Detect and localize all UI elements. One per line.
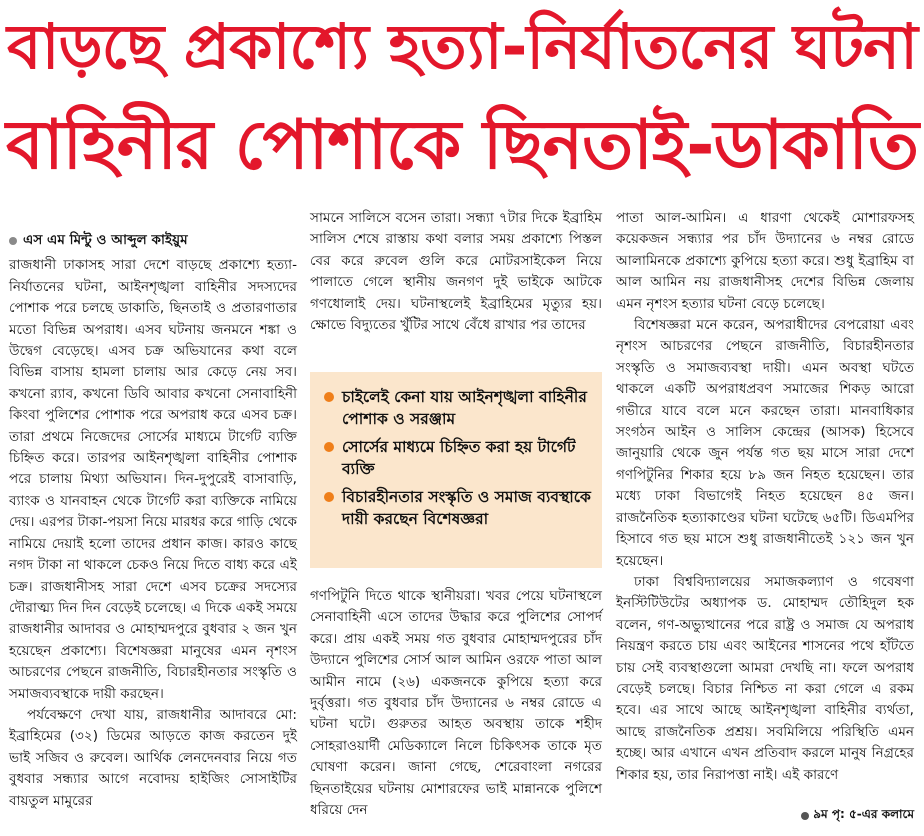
bullet-dot-icon: [324, 492, 334, 502]
highlight-text: চাইলেই কেনা যায় আইনশৃঙ্খলা বাহিনীর পোশাক ও সরঞ্জাম: [342, 388, 587, 428]
paragraph: সামনে সালিসে বসেন তারা। সন্ধ্যা ৭টার দিকে ইব্রাহিম সালিস শেষে রাস্তায় কথা বলার সময় প্রকাশ্যে পিস্তল বের করে রুবেল গুলি করে মোটরসাইকেল নিয়ে পালাতে গেলে স্থানীয় জনগণ দুই ভাইকে আটকে গণধোলাই দেয়। ঘটনাস্থলেই ইব্রাহিমের মৃত্যুর হয়। ক্ষোভে বিদ্যুতের খুঁটির সাথে বেঁধে রাখার পর তাদের: [310, 210, 602, 334]
article-column-2: [310, 208, 602, 336]
bullet-dot-icon: [324, 392, 334, 402]
highlight-text: সোর্সের মাধ্যমে চিহ্নিত করা হয় টার্গেট ব্যক্তি: [342, 438, 576, 478]
byline: [9, 230, 297, 251]
highlight-box: [310, 372, 602, 568]
highlight-item: [320, 436, 592, 480]
article-column-1: [9, 208, 297, 812]
headline-line-2: বাহিনীর পোশাকে ছিনতাই-ডাকাতি: [6, 106, 918, 185]
bullet-dot-icon: [9, 237, 17, 245]
byline-text: এস এম মিন্টু ও আব্দুল কাইয়ুম: [23, 232, 188, 248]
headline-line-1: বাড়ছে প্রকাশ্যে হত্যা-নির্যাতনের ঘটনা: [6, 10, 918, 83]
highlight-item: [320, 486, 592, 530]
paragraph: পাতা আল-আমিন। এ ধারণা থেকেই মোশারফসহ কয়েকজন সন্ধ্যার পর চাঁদ উদ্যানের ৬ নম্বর রোডে আলামিনকে প্রকাশ্যে কুপিয়ে হত্যা করে। শুধু ইব্রাহিম বা আল আমিন নয় রাজধানীসহ দেশের বিভিন্ন জেলায় এমন নৃশংস হত্যার ঘটনা বেড়ে চলেছে।: [616, 210, 914, 312]
bullet-dot-icon: [324, 442, 334, 452]
highlight-text: বিচারহীনতার সংস্কৃতি ও সমাজ ব্যবস্থাকে দায়ী করছেন বিশেষজ্ঞরা: [342, 488, 591, 528]
paragraph: বিশেষজ্ঞরা মনে করেন, অপরাধীদের বেপরোয়া এবং নৃশংস আচরণের পেছনে রাজনীতি, বিচারহীনতার সংস্কৃতি ও সমাজব্যবস্থা দায়ী। এমন অবস্থা ঘটতে থাকলে একটি অপরাধপ্রবণ সমাজের শিকড় আরো গভীরে যাবে বলে মনে করছেন তারা। মানবাধিকার সংগঠন আইন ও সালিস কেন্দ্রের (আসক) হিসেবে জানুয়ারি থেকে জুন পর্যন্ত গত ছয় মাসে সারা দেশে গণপিটুনির শিকার হয়ে ৮৯ জন নিহত হয়েছেন। তার মধ্যে ঢাকা বিভাগেই নিহত হয়েছেন ৪৫ জন। রাজনৈতিক হত্যাকাণ্ডের ঘটনা ঘটেছে ৬৫টি। ডিএমপির হিসাবে গত ছয় মাসে শুধু রাজধানীতেই ১২১ জন খুন হয়েছেন।: [616, 317, 914, 569]
article-column-2-lower: [310, 586, 602, 821]
paragraph: পর্যবেক্ষণে দেখা যায়, রাজধানীর আদাবরে মো: ইব্রাহিমের (৩২) ডিমের আড়তে কাজ করতেন দুই ভাই সজিব ও রুবেল। আর্থিক লেনদেনবার নিয়ে গত বুধবার সন্ধ্যার আগে নবোদয় হাইজিং সোসাইটির বায়তুল মামুরের: [9, 706, 297, 809]
continued-jump-link[interactable]: [801, 806, 914, 826]
bullet-dot-icon: [801, 812, 809, 820]
paragraph: রাজধানী ঢাকাসহ সারা দেশে বাড়ছে প্রকাশ্যে হত্যা-নির্যাতনের ঘটনা, আইনশৃঙ্খলা বাহিনীর সদস্যদের পোশাক পরে চলছে ডাকাতি, ছিনতাই ও প্রতারণাতার মতো বিভিন্ন অপরাধ। এসব ঘটনায় জনমনে শঙ্কা ও উদ্বেগ বেড়েছে। এসব চক্র অভিযানের কথা বলে বিভিন্ন বাসায় হামলা চালায় আর কেড়ে নেয় সব। কখনো র‍্যাব, কখনো ডিবি আবার কখনো সেনাবাহিনী কিংবা পুলিশের পোশাক পরে অপরাধ করে এসব চক্র। তারা প্রথমে নিজেদের সোর্সের মাধ্যমে টার্গেট ব্যক্তি চিহ্নিত করে। তারপর আইনশৃঙ্খলা বাহিনীর পোশাক পরে চালায় মিথ্যা অভিযান। দিন-দুপুরেই বাসাবাড়ি, ব্যাংক ও যানবাহন থেকে টার্গেট করা ব্যক্তিকে নামিয়ে দেয়। এরপর টাকা-পয়সা নিয়ে মারধর করে গাড়ি থেকে নামিয়ে দেয়াই হলো তাদের প্রধান কাজ। কারও কাছে নগদ টাকা না থাকলে চেকও নিয়ে দিতে বাধ্য করে এই চক্র। রাজধানীসহ সারা দেশে এসব চক্রের সদস্যের দৌরাত্ম্য দিন দিন বেড়েই চলেছে। এ দিকে একই সময়ে রাজধানীর আদাবর ও মোহাম্মদপুরে বুধবার ২ জন খুন হয়েছেন প্রকাশ্যে। বিশেষজ্ঞরা মানুষের এমন নৃশংস আচরণের পেছনে রাজনীতি, বিচারহীনতার সংস্কৃতি ও সমাজব্যবস্থাকে দায়ী করছেন।: [9, 257, 297, 702]
highlight-item: [320, 386, 592, 430]
paragraph: গণপিটুনি দিতে থাকে স্থানীয়রা। খবর পেয়ে ঘটনাস্থলে সেনাবাহিনী এসে তাদের উদ্ধার করে পুলিশের সোপর্দ করে। প্রায় একই সময় গত বুধবার মোহাম্মদপুরের চাঁদ উদ্যানে পুলিশের সোর্স আল আমিন ওরফে পাতা আল আমীন নামে (২৬) একজনকে কুপিয়ে হত্যা করে দুর্বৃত্তরা। গত বুধবার চাঁদ উদ্যানের ৬ নম্বর রোডে এ ঘটনা ঘটে। গুরুতর আহত অবস্থায় তাকে শহীদ সোহরাওয়ার্দী মেডিক্যালে নিলে চিকিৎসক তাকে মৃত ঘোষণা করেন। জানা গেছে, শেরেবাংলা নগরের ছিনতাইয়ের ঘটনায় মোশারফের ভাই মান্নানকে পুলিশে ধরিয়ে দেন: [310, 588, 602, 819]
jump-text: ৯ম পৃ: ৫-এর কলামে: [813, 807, 914, 821]
paragraph: ঢাকা বিশ্ববিদ্যালয়ের সমাজকল্যাণ ও গবেষণা ইনস্টিটিউটের অধ্যাপক ড. মোহাম্মদ তৌহিদুল হক বলেন, গণ-অভ্যুত্থানের পরে রাষ্ট্র ও সমাজ যে অপরাধ নিয়ন্ত্রণ করতে চায় এবং আইনের শাসনের পথে হাঁটতে চায় সেই ব্যবস্থাগুলো আমরা দেখছি না। ফলে অপরাধ বেড়েই চলছে। বিচার নিশ্চিত না করা গেলে এ রকম হবে। এর সাথে আছে আইনশৃঙ্খলা বাহিনীর ব্যর্থতা, আছে রাজনৈতিক প্রশ্রয়। সবমিলিয়ে পরিস্থিতি এমন হচ্ছে। আর এখানে এখন প্রতিবাদ করলে মানুষ নিগ্রহের শিকার হয়, তার নিরাপত্তা নাই। এই কারণে: [616, 573, 914, 783]
article-column-3: [616, 208, 914, 786]
